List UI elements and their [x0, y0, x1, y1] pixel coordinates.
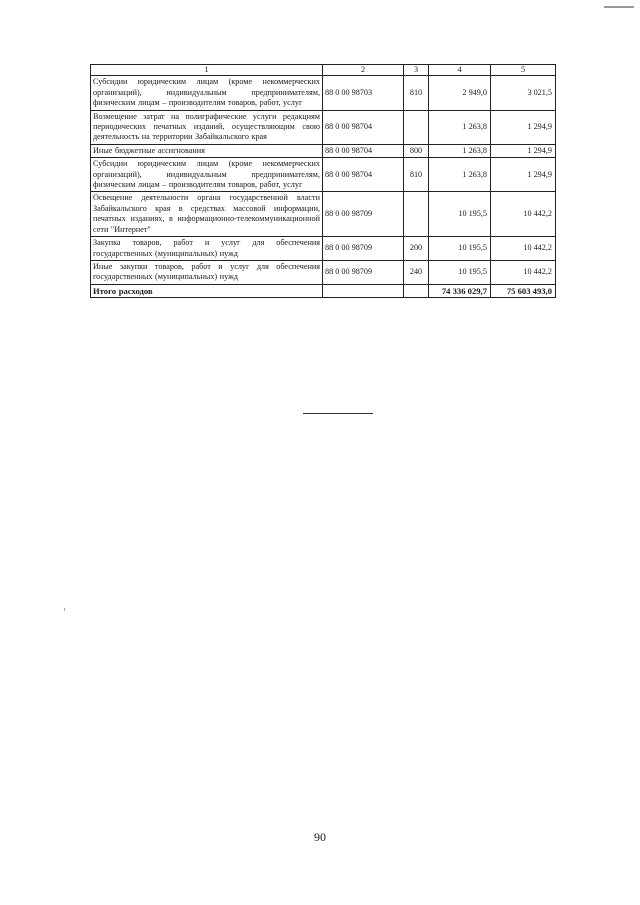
- row-code: 88 0 00 98704: [323, 158, 404, 192]
- total-label: Итого расходов: [91, 284, 323, 297]
- row-amount-1: 2 949,0: [429, 76, 491, 110]
- row-kvr: 200: [404, 237, 429, 261]
- row-code: 88 0 00 98704: [323, 110, 404, 144]
- row-amount-2: 10 442,2: [491, 260, 556, 284]
- table-row: [91, 158, 556, 192]
- total-amount-1: 74 336 029,7: [429, 284, 491, 297]
- scan-corner-mark: [604, 6, 634, 8]
- row-amount-1: 10 195,5: [429, 237, 491, 261]
- budget-expenditure-table: [90, 64, 556, 298]
- row-amount-1: 10 195,5: [429, 192, 491, 237]
- table-row: [91, 237, 556, 261]
- row-name: Возмещение затрат на полиграфические услуги редакциям периодических печатных изданий, осуществляющим свою деятельность на территории Забайкальского края: [91, 110, 323, 144]
- row-code: 88 0 00 98709: [323, 260, 404, 284]
- total-kvr-empty: [404, 284, 429, 297]
- row-code: 88 0 00 98709: [323, 237, 404, 261]
- column-header-name: 1: [91, 65, 323, 76]
- row-amount-2: 3 021,5: [491, 76, 556, 110]
- row-kvr: [404, 110, 429, 144]
- total-row: [91, 284, 556, 297]
- row-name: Закупка товаров, работ и услуг для обеспечения государственных (муниципальных) нужд: [91, 237, 323, 261]
- row-code: 88 0 00 98704: [323, 144, 404, 157]
- table-row: [91, 260, 556, 284]
- total-amount-2: 75 603 493,0: [491, 284, 556, 297]
- table-row: [91, 110, 556, 144]
- row-amount-1: 1 263,8: [429, 110, 491, 144]
- column-header-amount-2: 5: [491, 65, 556, 76]
- row-amount-1: 1 263,8: [429, 158, 491, 192]
- table-row: [91, 192, 556, 237]
- table-header-row: [91, 65, 556, 76]
- row-amount-1: 10 195,5: [429, 260, 491, 284]
- column-header-kvr: 3: [404, 65, 429, 76]
- column-header-code: 2: [323, 65, 404, 76]
- row-kvr: 800: [404, 144, 429, 157]
- table-row: [91, 144, 556, 157]
- row-amount-2: 1 294,9: [491, 110, 556, 144]
- row-name: Иные закупки товаров, работ и услуг для обеспечения государственных (муниципальных) нужд: [91, 260, 323, 284]
- row-code: 88 0 00 98703: [323, 76, 404, 110]
- row-kvr: 810: [404, 76, 429, 110]
- row-kvr: [404, 192, 429, 237]
- column-header-amount-1: 4: [429, 65, 491, 76]
- row-code: 88 0 00 98709: [323, 192, 404, 237]
- row-amount-2: 1 294,9: [491, 158, 556, 192]
- row-name: Иные бюджетные ассигнования: [91, 144, 323, 157]
- end-of-document-rule: [303, 413, 373, 414]
- table-row: [91, 76, 556, 110]
- page-number: 90: [314, 830, 326, 844]
- row-amount-2: 10 442,2: [491, 192, 556, 237]
- row-amount-2: 1 294,9: [491, 144, 556, 157]
- row-amount-1: 1 263,8: [429, 144, 491, 157]
- row-kvr: 240: [404, 260, 429, 284]
- row-name: Субсидии юридическим лицам (кроме некоммерческих организаций), индивидуальным предпринимателям, физическим лицам – производителям товаров, работ, услуг: [91, 76, 323, 110]
- row-name: Освещение деятельности органа государственной власти Забайкальского края в средствах массовой информации, печатных изданиях, в информационно-телекоммуникационной сети "Интернет": [91, 192, 323, 237]
- row-kvr: 810: [404, 158, 429, 192]
- row-name: Субсидии юридическим лицам (кроме некоммерческих организаций), индивидуальным предпринимателям, физическим лицам – производителям товаров, работ, услуг: [91, 158, 323, 192]
- total-code-empty: [323, 284, 404, 297]
- scan-artifact: [64, 608, 65, 611]
- row-amount-2: 10 442,2: [491, 237, 556, 261]
